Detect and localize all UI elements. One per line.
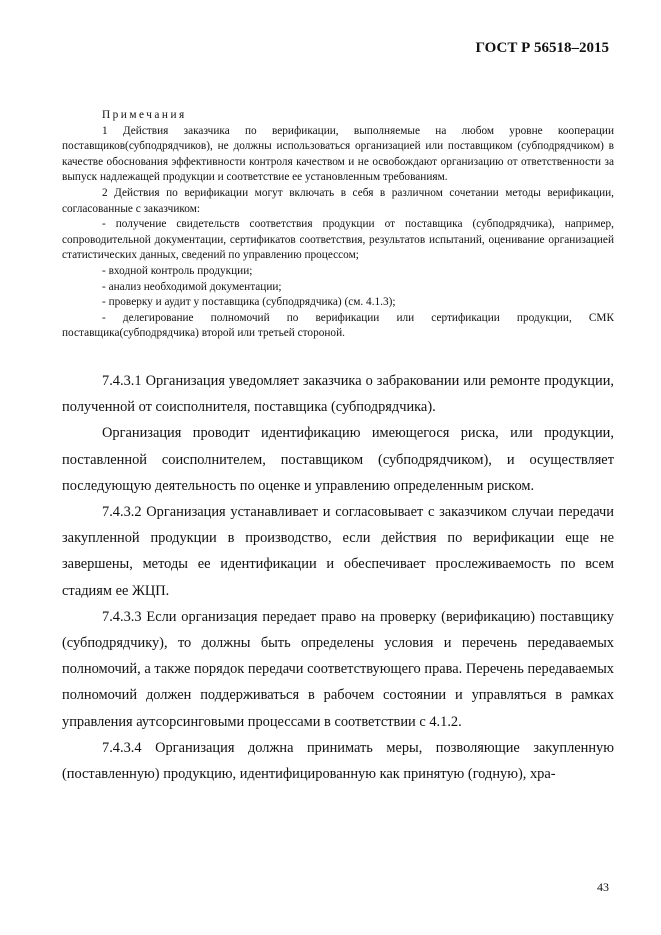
note-item: - проверку и аудит у поставщика (субподрядчика) (см. 4.1.3); xyxy=(102,296,396,309)
main-text xyxy=(62,368,614,787)
paragraph: 7.4.3.3 Если организация передает право на проверку (верификацию) поставщику (субподрядчику), то должны быть определены условия и перечень передаваемых полномочий, а также порядок передачи соответствующего права. Перечень передаваемых полномочий должен поддерживаться в рабочем состоянии и управляться в рамках управления аутсорсинговыми процессами в соответствии с 4.1.2. xyxy=(62,608,614,730)
note-item: - анализ необходимой документации; xyxy=(102,280,282,293)
note-item: - получение свидетельств соответствия продукции от поставщика (субподрядчика), например, сопроводительной документации, сертификатов соответствия, результатов испытаний, оценивание организацией статистических данных, сведений по управлению процессом; xyxy=(62,218,614,262)
paragraph: 7.4.3.4 Организация должна принимать меры, позволяющие закупленную (поставленную) продукцию, идентифицированную как принятую (годную), хра- xyxy=(62,739,614,783)
document-code: ГОСТ Р 56518–2015 xyxy=(475,40,609,56)
notes-title: Примечания xyxy=(102,109,187,121)
page-number: 43 xyxy=(597,880,609,894)
note-item: - входной контроль продукции; xyxy=(102,264,253,277)
note-item: - делегирование полномочий по верификации или сертификации продукции, СМК поставщика(субподрядчика) второй или третьей стороной. xyxy=(62,311,614,340)
note-item: 1 Действия заказчика по верификации, выполняемые на любом уровне кооперации поставщиков(субподрядчиков), не должны использоваться организацией или поставщиком (субподрядчиком) в качестве обоснования эффективности контроля качеством и не освобождают организацию от ответственности за выпуск надлежащей продукции и соответствие ее установленным требованиям. xyxy=(62,124,614,184)
paragraph: Организация проводит идентификацию имеющегося риска, или продукции, поставленной соисполнителем, поставщиком (субподрядчиком), и осуществляет последующую деятельность по оценке и управлению определенным риском. xyxy=(62,425,614,494)
note-item: 2 Действия по верификации могут включать в себя в различном сочетании методы верификации, согласованные с заказчиком: xyxy=(62,186,614,215)
paragraph: 7.4.3.2 Организация устанавливает и согласовывает с заказчиком случаи передачи закупленной продукции в производство, если действия по верификации еще не завершены, методы ее идентификации и обеспечивает прослеживаемость по всем стадиям ее ЖЦП. xyxy=(62,504,614,599)
paragraph: 7.4.3.1 Организация уведомляет заказчика о забраковании или ремонте продукции, полученной от соисполнителя, поставщика (субподрядчика). xyxy=(62,373,614,416)
notes-block xyxy=(62,108,614,342)
